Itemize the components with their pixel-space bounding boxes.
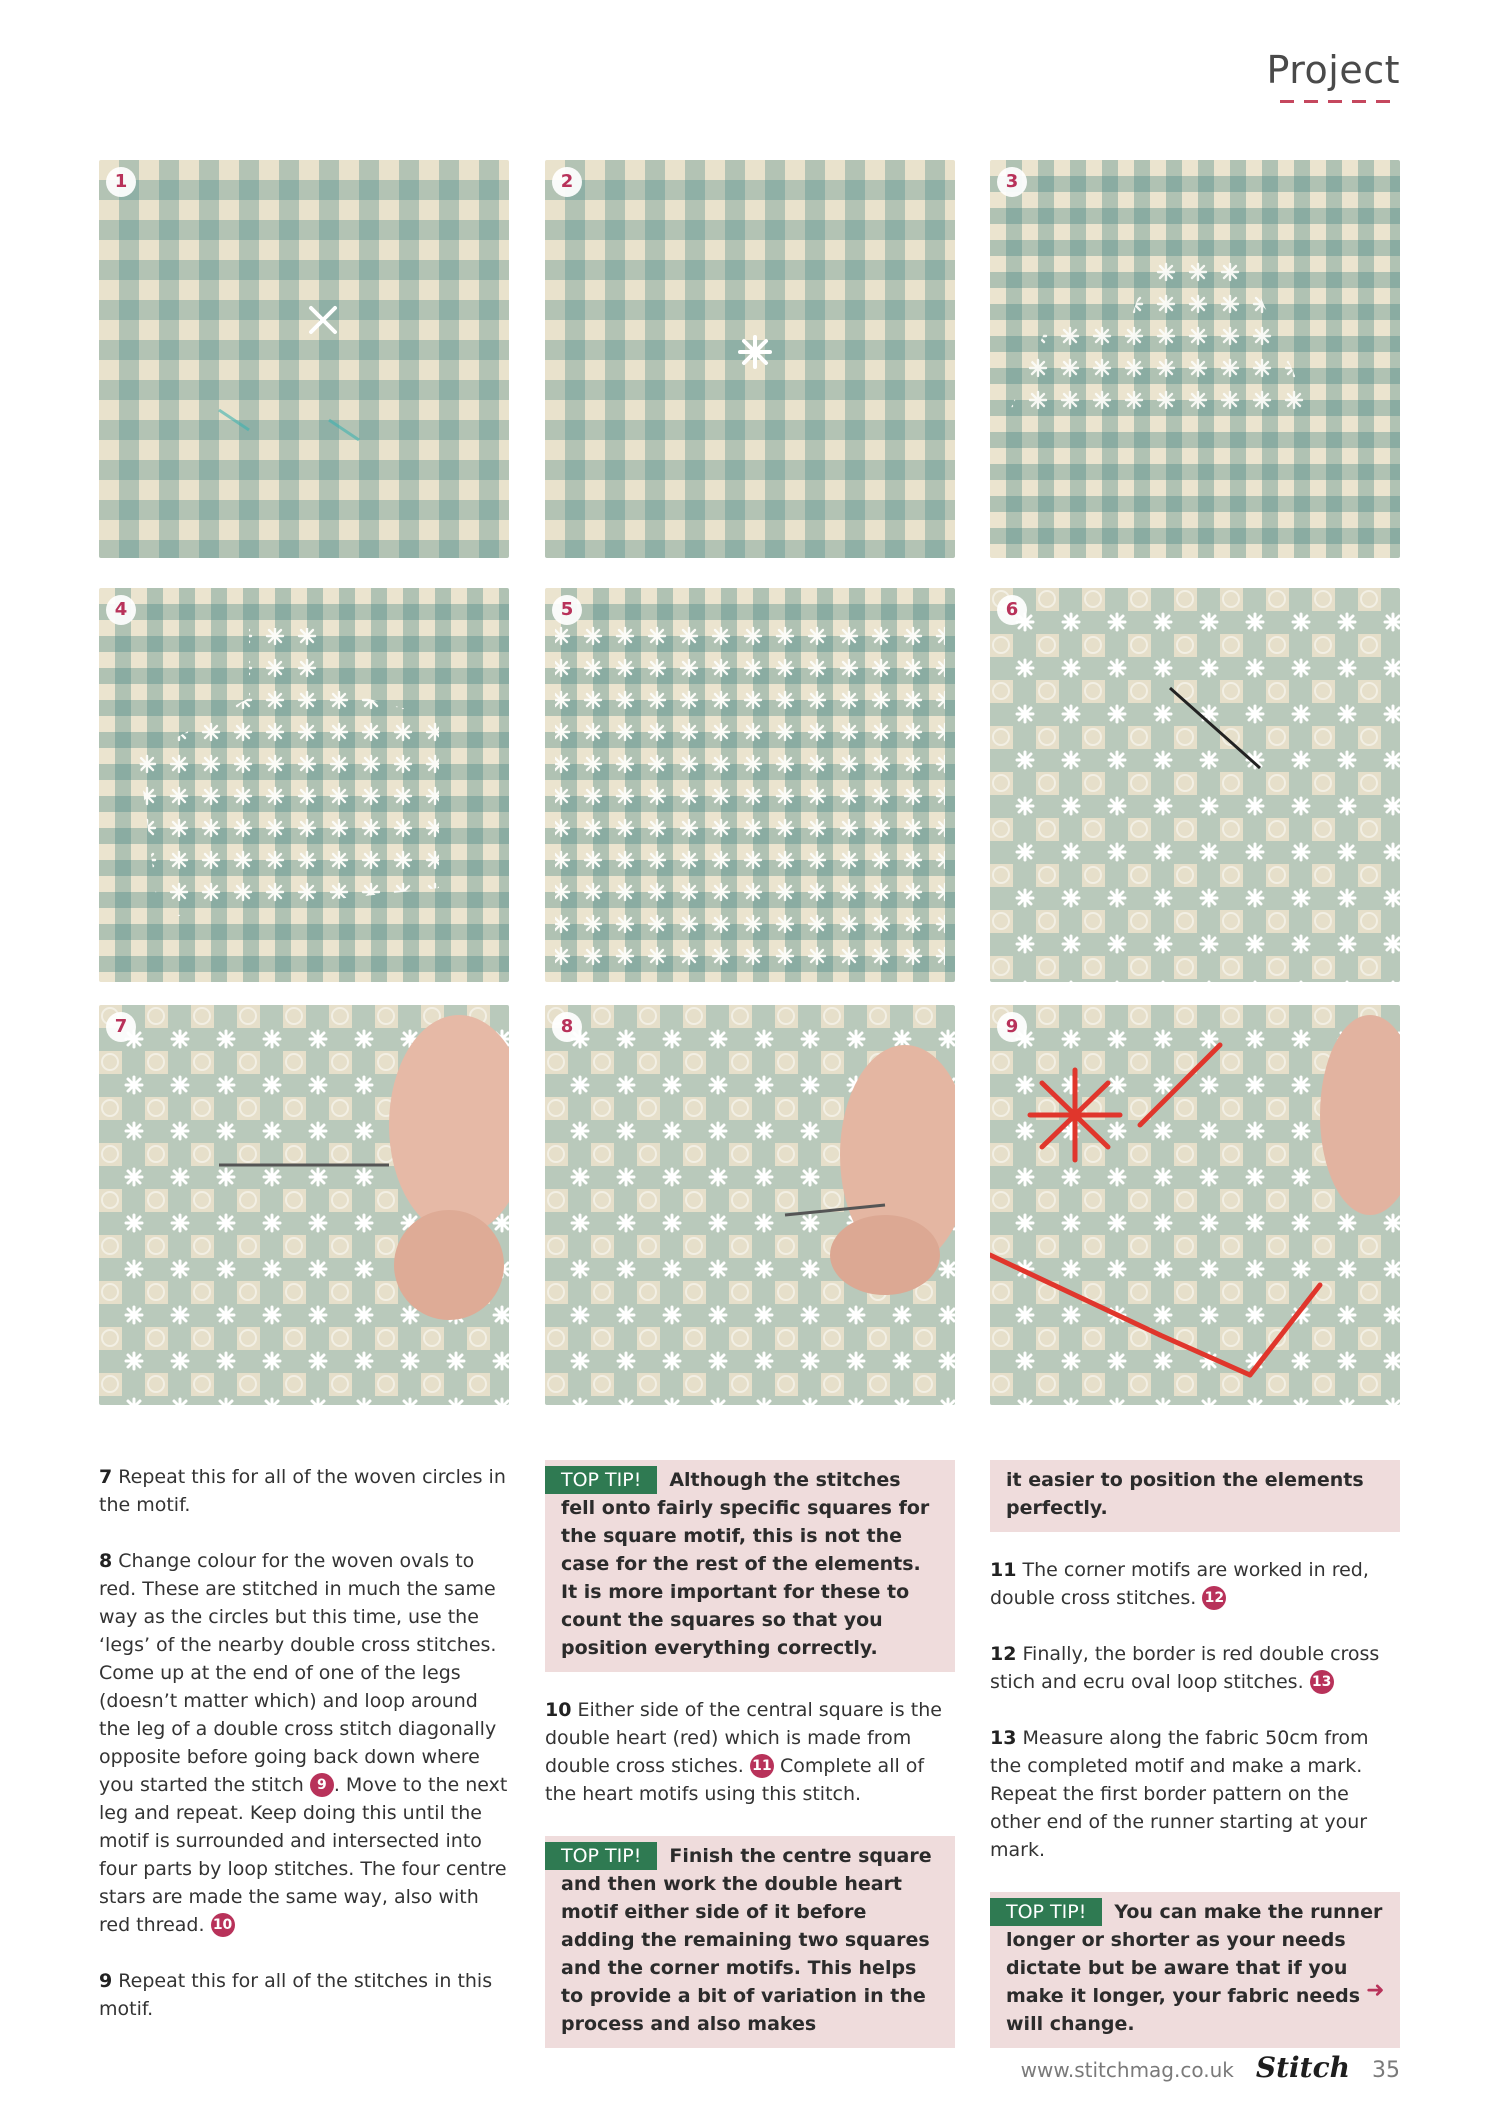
step-photo-4 [99,588,509,982]
step-number: 11 [990,1559,1017,1581]
step-text: The corner motifs are worked in red, double cross stitches. [990,1559,1369,1609]
step-11 [990,1556,1400,1612]
step-number: 7 [99,1466,113,1488]
step-text: Measure along the fabric 50cm from the completed motif and make a mark. Repeat the first border pattern on the other end of the runner starting at your mark. [990,1727,1369,1861]
top-tip-box [990,1892,1400,2048]
step-number: 12 [990,1643,1017,1665]
step-photo-7 [99,1005,509,1405]
step-7 [99,1463,509,1519]
step-number: 8 [99,1550,113,1572]
photo-number: 4 [106,595,136,625]
photo-number: 6 [997,595,1027,625]
step-text-cont: Complete all of the heart motifs using this stitch. [545,1755,925,1805]
top-tip-text: Finish the centre square and then work the double heart motif either side of it before adding the remaining two squares and the corner motifs. This helps to provide a bit of variation in the process and also makes [561,1845,932,2035]
photo-number: 1 [106,167,136,197]
top-tip-text: Although the stitches fell onto fairly specific squares for the square motif, this is not the case for the rest of the elements. It is more important for these to count the squares so that you position everything correctly. [561,1469,930,1659]
step-number: 13 [990,1727,1017,1749]
step-photo-1 [99,160,509,558]
step-photo-5 [545,588,955,982]
photo-ref-badge: 11 [750,1754,774,1778]
instructions-column-3 [990,1460,1400,2048]
photo-number: 8 [552,1012,582,1042]
step-photo-6 [990,588,1400,982]
step-text: Repeat this for all of the stitches in this motif. [99,1970,493,2020]
magazine-logo: Stitch [1255,2051,1350,2084]
photo-number: 2 [552,167,582,197]
photo-number: 5 [552,595,582,625]
step-13 [990,1724,1400,1864]
step-9 [99,1967,509,2023]
step-text: Repeat this for all of the woven circles in the motif. [99,1466,506,1516]
step-10 [545,1696,955,1808]
photo-number: 7 [106,1012,136,1042]
top-tip-box [545,1460,955,1672]
top-tip-label: TOP TIP! [545,1466,657,1494]
step-number: 10 [545,1699,572,1721]
section-title: Project [1266,48,1400,92]
step-photo-3 [990,160,1400,558]
photo-ref-badge: 10 [211,1913,235,1937]
page-number: 35 [1372,2058,1400,2083]
step-8 [99,1547,509,1939]
step-12 [990,1640,1400,1696]
photo-number: 9 [997,1012,1027,1042]
step-photo-8 [545,1005,955,1405]
photo-ref-badge: 12 [1202,1586,1226,1610]
top-tip-continued [990,1460,1400,1532]
step-photo-2 [545,160,955,558]
instructions-column-2 [545,1460,955,2048]
photo-ref-badge: 9 [310,1773,334,1797]
top-tip-label: TOP TIP! [990,1898,1102,1926]
photo-ref-badge: 13 [1310,1670,1334,1694]
step-text: Finally, the border is red double cross stich and ecru oval loop stitches. [990,1643,1380,1693]
continue-arrow-icon: ➜ [1366,1978,1385,2003]
step-number: 9 [99,1970,113,1992]
photo-number: 3 [997,167,1027,197]
step-text: Either side of the central square is the double heart (red) which is made from double cross stiches. [545,1699,942,1777]
top-tip-label: TOP TIP! [545,1842,657,1870]
top-tip-box [545,1836,955,2048]
step-photo-9 [990,1005,1400,1405]
section-header [1266,48,1400,103]
step-text: Change colour for the woven ovals to red. These are stitched in much the same way as the circles but this time, use the ‘legs’ of the nearby double cross stitches. Come up at the end of one of the legs (doesn’t matter which) and loop around the leg of a double cross stitch diagonally opposite before going back down where you started the stitch [99,1550,497,1796]
page-footer [1021,2051,1400,2084]
instructions-column-1 [99,1463,509,2051]
footer-url[interactable]: www.stitchmag.co.uk [1020,2058,1234,2082]
title-underline [1280,100,1400,103]
top-tip-text: You can make the runner longer or shorter as your needs dictate but be aware that if you make it longer, your fabric needs will change. [1006,1901,1383,2035]
step-text-cont: . Move to the next leg and repeat. Keep doing this until the motif is surrounded and intersected into four parts by loop stitches. The four centre stars are made the same way, also with red thread. [99,1774,508,1936]
top-tip-text: it easier to position the elements perfectly. [1006,1469,1364,1519]
